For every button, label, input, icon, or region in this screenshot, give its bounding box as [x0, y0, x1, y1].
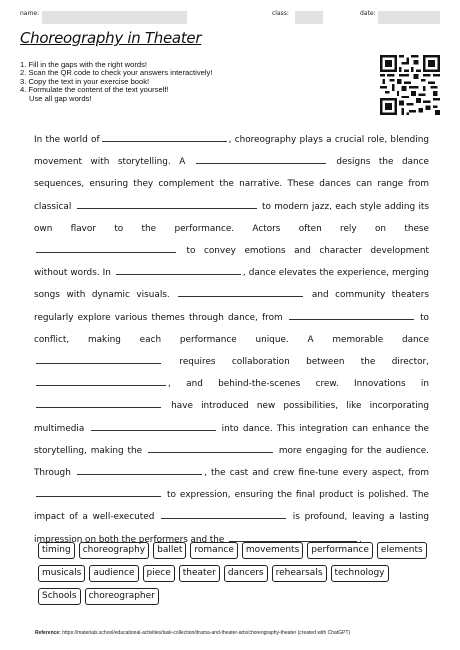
text-segment: to expression, ensuring the final product is polished. The impact of a well-executed	[34, 490, 429, 523]
word-tile[interactable]: timing	[38, 542, 75, 559]
instruction-item: 3. Copy the text in your exercise book!	[20, 76, 150, 86]
word-tile[interactable]: elements	[377, 542, 427, 559]
gap-7[interactable]	[289, 310, 414, 320]
word-tile[interactable]: piece	[143, 565, 175, 582]
text-segment: requires collaboration between the director,	[179, 357, 429, 368]
instruction-item: 4. Formulate the content of the text yourself!	[20, 85, 169, 95]
gap-5[interactable]	[116, 265, 241, 275]
gap-3[interactable]	[77, 199, 257, 209]
word-tile[interactable]: ballet	[153, 542, 186, 559]
class-field[interactable]	[295, 11, 323, 24]
text-segment: more engaging for the audience. Through	[34, 445, 430, 479]
gap-10[interactable]	[36, 398, 161, 408]
word-tile[interactable]: performance	[307, 542, 373, 559]
word-tile[interactable]: movements	[242, 542, 303, 559]
word-tile[interactable]: romance	[190, 542, 237, 559]
reference-line	[35, 630, 350, 636]
gap-8[interactable]	[36, 354, 161, 364]
gap-6[interactable]	[178, 287, 303, 297]
text-segment: to conflict, making each performance unique. A memorable dance	[34, 312, 429, 345]
instruction-item: 2. Scan the QR code to check your answers interactively!	[20, 68, 213, 78]
word-tile[interactable]: dancers	[224, 565, 268, 582]
reference-label: Reference:	[35, 630, 61, 636]
text-segment: , choreography plays a crucial role, blending movement with storytelling. A	[34, 135, 429, 168]
gap-15[interactable]	[161, 509, 286, 519]
text-segment: to modern jazz, each style adding its own flavor to the performance. Actors often rely on these	[34, 201, 430, 234]
text-segment: , dance elevates the experience, merging songs with dynamic visuals.	[34, 268, 429, 301]
name-label: name:	[20, 10, 40, 17]
gap-4[interactable]	[36, 243, 176, 253]
text-segment: to convey emotions and character development without words. In	[34, 246, 429, 279]
word-tile[interactable]: audience	[89, 565, 138, 582]
text-segment: is profound, leaving a lasting impression on both the performers and the	[34, 512, 429, 545]
text-segment: have introduced new possibilities, like incorporating multimedia	[34, 401, 429, 434]
word-tile[interactable]: rehearsals	[272, 565, 327, 582]
page-title: Choreography in Theater	[20, 29, 202, 47]
name-field[interactable]	[42, 11, 187, 24]
instruction-item: Use all gap words!	[29, 93, 92, 103]
date-field[interactable]	[378, 11, 440, 24]
text-segment: designs the dance sequences, ensuring they complement the narrative. These dances can range from classical	[34, 157, 429, 212]
class-label: class:	[272, 10, 289, 17]
word-tile[interactable]: choreography	[79, 542, 149, 559]
word-tile[interactable]: Schools	[38, 588, 81, 605]
word-bank	[38, 542, 433, 605]
date-label: date:	[360, 10, 376, 17]
gap-2[interactable]	[196, 154, 326, 164]
text-segment: , the cast and crew fine-tune every aspect, from	[204, 468, 430, 479]
text-segment: .	[359, 534, 362, 545]
word-tile[interactable]: theater	[179, 565, 220, 582]
gap-11[interactable]	[91, 421, 216, 431]
gap-1[interactable]	[102, 132, 227, 142]
gap-9[interactable]	[36, 376, 166, 386]
text-segment: In the world of	[34, 135, 100, 145]
word-tile[interactable]: technology	[331, 565, 389, 582]
instructions-list	[20, 61, 212, 103]
word-tile[interactable]: choreographer	[85, 588, 159, 605]
word-tile[interactable]: musicals	[38, 565, 85, 582]
gap-14[interactable]	[36, 487, 161, 497]
cloze-text	[34, 129, 429, 551]
gap-13[interactable]	[77, 465, 202, 475]
reference-link[interactable]: https://materials.school/educational-activities/task-collection/drama-and-theater-arts/choreography-theater (created with ChatGPT)	[62, 630, 351, 636]
instruction-item: 1. Fill in the gaps with the right words!	[20, 60, 148, 69]
gap-16[interactable]	[229, 532, 357, 542]
text-segment: into dance. This integration can enhance the storytelling, making the	[34, 423, 430, 456]
qr-code-icon[interactable]	[380, 55, 440, 115]
gap-12[interactable]	[148, 443, 273, 453]
text-segment: and community theaters regularly explore various themes through dance, from	[34, 290, 430, 323]
text-segment: , and behind-the-scenes crew. Innovations in	[168, 379, 429, 390]
